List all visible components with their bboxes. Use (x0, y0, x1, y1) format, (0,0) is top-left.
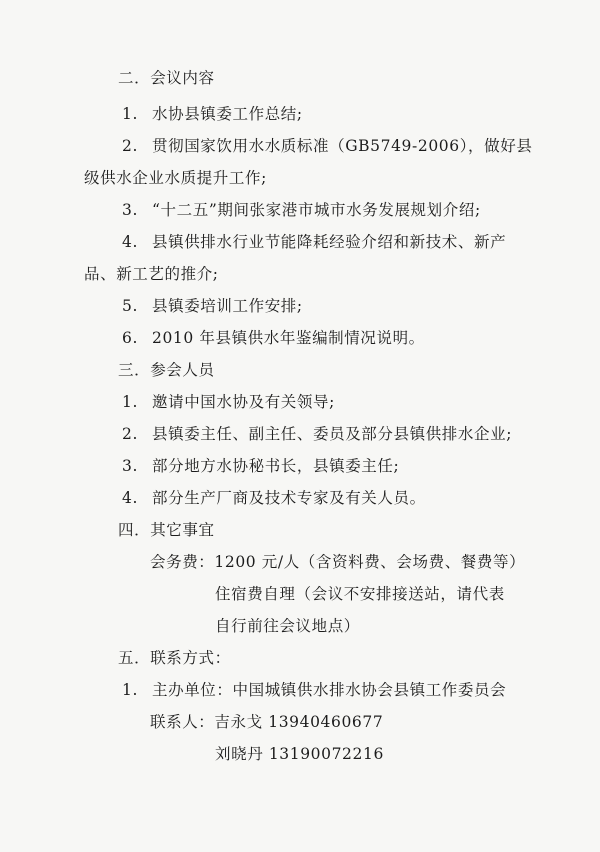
list-item (122, 136, 532, 156)
item-text: 县镇委培训工作安排; (152, 297, 303, 315)
list-item (122, 104, 303, 124)
list-item (122, 328, 425, 348)
section-heading-contact: 五．联系方式： (118, 649, 231, 667)
meeting-fee: 会务费：1200 元/人（含资料费、会场费、餐费等） (150, 553, 526, 571)
list-item (122, 488, 426, 508)
item-continuation: 品、新工艺的推介; (84, 265, 219, 283)
section-heading-meeting-content: 二．会议内容 (118, 69, 215, 87)
item-number: 6. (122, 329, 138, 347)
item-number: 2. (122, 425, 138, 443)
item-text: 2010 年县镇供水年鉴编制情况说明。 (152, 329, 425, 347)
item-continuation: 级供水企业水质提升工作; (84, 169, 267, 187)
item-number: 3. (122, 201, 138, 219)
list-item (122, 296, 303, 316)
item-number: 4. (122, 489, 138, 507)
lodging-note: 住宿费自理（会议不安排接送站，请代表 (215, 585, 505, 603)
contact-person-1: 联系人：吉永戈 13940460677 (150, 713, 384, 731)
list-item (122, 424, 512, 444)
item-text: 县镇委主任、副主任、委员及部分县镇供排水企业; (152, 425, 513, 443)
list-item (122, 232, 506, 252)
item-number: 4. (122, 233, 138, 251)
item-number: 1. (122, 393, 138, 411)
item-text: 部分生产厂商及技术专家及有关人员。 (152, 489, 426, 507)
item-number: 1. (122, 681, 138, 699)
item-number: 1. (122, 105, 138, 123)
item-text: “十二五”期间张家港市城市水务发展规划介绍; (152, 201, 481, 219)
contact-person-2: 刘晓丹 13190072216 (215, 745, 384, 763)
item-text: 水协县镇委工作总结; (152, 105, 303, 123)
item-text: 县镇供排水行业节能降耗经验介绍和新技术、新产 (152, 233, 507, 251)
item-number: 3. (122, 457, 138, 475)
list-item (122, 456, 399, 476)
item-text: 邀请中国水协及有关领导; (152, 393, 335, 411)
item-text: 部分地方水协秘书长，县镇委主任; (152, 457, 400, 475)
list-item (122, 200, 481, 220)
section-heading-attendees: 三．参会人员 (118, 361, 215, 379)
organizer-text: 主办单位：中国城镇供水排水协会县镇工作委员会 (152, 681, 507, 699)
section-heading-other: 四．其它事宜 (118, 521, 215, 539)
organizer-line (122, 680, 506, 700)
item-text: 贯彻国家饮用水水质标准（GB5749-2006），做好县 (152, 137, 533, 155)
item-number: 2. (122, 137, 138, 155)
list-item (122, 392, 335, 412)
item-number: 5. (122, 297, 138, 315)
lodging-note-continuation: 自行前往会议地点） (215, 617, 360, 635)
